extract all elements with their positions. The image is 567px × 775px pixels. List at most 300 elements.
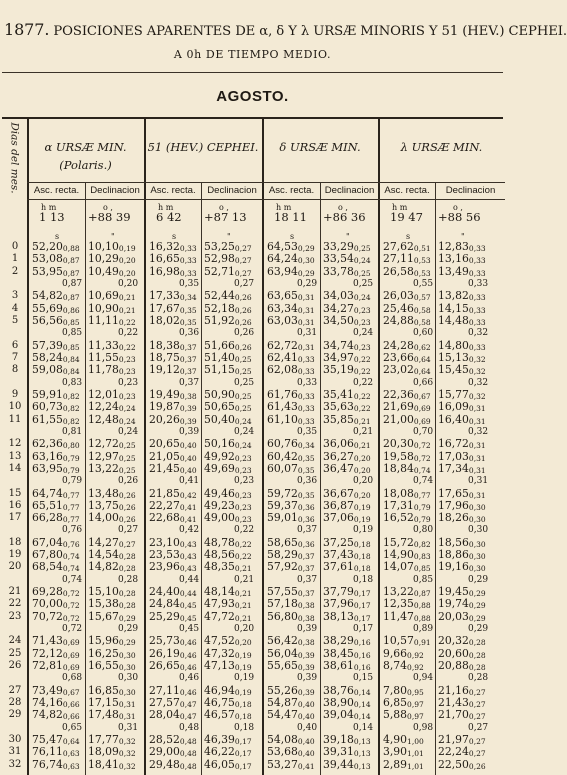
table-cell — [323, 610, 371, 625]
group-difference: 0,40 — [297, 722, 318, 733]
cell-value: 46,22 — [204, 745, 235, 759]
day-number: 4 — [11, 302, 19, 314]
cell-value: 13,49 — [438, 264, 469, 278]
seconds-mark: s — [406, 232, 411, 241]
cell-value: 49,69 — [204, 461, 235, 475]
group-difference: 0,35 — [297, 426, 318, 437]
table-cell — [32, 560, 80, 575]
cell-variation: 0,33 — [468, 268, 486, 278]
cell-value: 68,54 — [32, 560, 63, 574]
cell-value: 22,36 — [383, 387, 414, 401]
cell-variation: 0,37 — [179, 367, 197, 377]
cell-variation: 0,66 — [62, 700, 80, 709]
cell-value: 34,03 — [323, 289, 354, 303]
cell-value: 22,68 — [149, 511, 180, 525]
cell-value: 14,00 — [88, 511, 119, 525]
cell-value: 69,28 — [32, 585, 63, 599]
cell-value: 53,68 — [267, 745, 298, 759]
cell-value: 16,72 — [438, 437, 469, 451]
cell-variation: 0,92 — [407, 663, 424, 672]
cell-variation: 0,31 — [297, 305, 315, 315]
cell-variation: 0,29 — [297, 268, 315, 278]
table-cell — [383, 363, 431, 378]
day-number: 1 — [11, 253, 19, 265]
table-cell — [204, 265, 252, 280]
table-cell — [88, 610, 136, 625]
cell-variation: 0,37 — [297, 589, 315, 599]
cell-variation: 0,22 — [353, 354, 371, 364]
cell-value: 36,47 — [323, 461, 354, 475]
cell-value: 18,86 — [438, 548, 469, 562]
cell-variation: 0,25 — [118, 453, 136, 463]
cell-variation: 0,22 — [118, 317, 136, 327]
table-cell — [88, 758, 136, 773]
cell-variation: 0,85 — [62, 317, 80, 327]
group-difference: 0,74 — [62, 574, 83, 585]
cell-value: 8,74 — [383, 659, 408, 672]
cell-value: 13,22 — [383, 585, 414, 599]
cell-variation: 0,31 — [468, 416, 486, 426]
group-difference: 0,32 — [468, 328, 489, 339]
cell-value: 18,08 — [383, 486, 414, 500]
cell-variation: 0,63 — [62, 761, 80, 771]
star-name — [146, 138, 260, 182]
cell-value: 39,04 — [323, 708, 354, 722]
column-divider — [262, 117, 264, 775]
cell-value: 21,43 — [438, 696, 469, 709]
cell-value: 14,90 — [383, 548, 414, 562]
cell-value: 63,03 — [267, 313, 298, 327]
cell-value: 57,39 — [32, 338, 63, 352]
cell-value: 54,82 — [32, 289, 63, 303]
cell-value: 3,90 — [383, 745, 408, 759]
group-difference: 0,20 — [234, 624, 255, 634]
cell-value: 21,45 — [149, 461, 180, 475]
cell-value: 60,07 — [267, 461, 298, 475]
cell-value: 9,66 — [383, 646, 408, 660]
cell-variation: 0,39 — [179, 416, 197, 426]
cell-value: 12,97 — [88, 449, 119, 463]
cell-value: 21,69 — [383, 400, 414, 414]
cell-value: 47,72 — [204, 609, 235, 623]
header-rule — [27, 182, 505, 183]
cell-value: 49,46 — [204, 486, 235, 500]
group-difference: 0,18 — [353, 574, 374, 585]
group-difference: 0,80 — [413, 525, 434, 536]
cell-variation: 0,33 — [468, 256, 486, 266]
table-cell — [323, 758, 371, 773]
cell-value: 18,02 — [149, 313, 180, 327]
cell-value: 11,55 — [88, 350, 119, 364]
cell-value: 52,20 — [32, 240, 63, 253]
cell-variation: 0,18 — [353, 564, 371, 574]
star-name-text: δ URSÆ MIN. — [279, 140, 361, 154]
cell-value: 6,85 — [383, 696, 408, 709]
group-difference: 0,35 — [179, 278, 200, 289]
cell-variation: 0,16 — [353, 650, 371, 660]
cell-variation: 0,24 — [118, 404, 136, 414]
cell-variation: 0,82 — [413, 539, 431, 549]
cell-value: 53,27 — [267, 757, 298, 771]
group-difference: 0,37 — [297, 574, 318, 585]
header-rule — [27, 199, 505, 200]
table-cell — [383, 265, 431, 280]
day-number: 20 — [8, 561, 22, 573]
day-number: 25 — [8, 647, 22, 659]
group-difference: 0,29 — [118, 624, 139, 634]
cell-variation: 0,39 — [179, 404, 197, 414]
cell-variation: 0,43 — [179, 539, 197, 549]
cell-variation: 0,46 — [179, 650, 197, 660]
cell-value: 23,96 — [149, 560, 180, 574]
cell-variation: 0,36 — [297, 502, 315, 512]
cell-value: 17,67 — [149, 301, 180, 315]
cell-value: 54,87 — [267, 696, 298, 709]
cell-value: 20,32 — [438, 634, 469, 648]
cell-variation: 0,77 — [62, 502, 80, 512]
cell-variation: 0,27 — [234, 268, 252, 278]
cell-value: 47,93 — [204, 597, 235, 611]
table-cell — [88, 413, 136, 428]
group-difference: 0,37 — [297, 525, 318, 536]
table-cell — [267, 708, 315, 723]
group-difference: 0,36 — [297, 476, 318, 487]
group-difference: 0,22 — [353, 377, 374, 388]
cell-value: 17,34 — [438, 461, 469, 475]
table-cell — [383, 659, 424, 674]
cell-variation: 0,43 — [179, 564, 197, 574]
cell-variation: 0,17 — [234, 749, 252, 759]
cell-variation: 0,22 — [353, 367, 371, 377]
star-name-text: λ URSÆ MIN. — [400, 140, 483, 154]
cell-variation: 0,41 — [297, 761, 315, 771]
cell-variation: 0,46 — [179, 638, 197, 648]
group-difference: 0,31 — [297, 328, 318, 339]
cell-variation: 0,41 — [179, 502, 197, 512]
cell-variation: 0,44 — [179, 589, 197, 599]
group-difference: 0,20 — [118, 278, 139, 289]
cell-value: 61,55 — [32, 412, 63, 426]
cell-variation: 0,69 — [62, 650, 80, 660]
cell-variation: 0,38 — [179, 391, 197, 401]
cell-value: 26,58 — [383, 264, 414, 278]
cell-value: 38,13 — [323, 609, 354, 623]
group-difference: 0,31 — [118, 722, 139, 733]
cell-value: 48,14 — [204, 585, 235, 599]
cell-variation: 0,22 — [353, 391, 371, 401]
cell-variation: 0,37 — [297, 552, 315, 562]
cell-variation: 0,20 — [234, 638, 252, 648]
table-cell — [323, 511, 371, 526]
cell-value: 64,53 — [267, 240, 298, 253]
star-name — [380, 138, 503, 182]
table-cell — [32, 511, 80, 526]
cell-variation: 0,19 — [118, 244, 136, 253]
cell-variation: 0,25 — [118, 441, 136, 451]
cell-value: 36,67 — [323, 486, 354, 500]
cell-variation: 0,31 — [297, 293, 315, 303]
cell-variation: 0,64 — [62, 737, 80, 746]
cell-value: 55,65 — [267, 659, 298, 672]
group-difference: 0,32 — [468, 377, 489, 388]
group-difference: 0,39 — [297, 624, 318, 634]
cell-variation: 0,18 — [353, 539, 371, 549]
cell-variation: 0,30 — [468, 515, 486, 525]
cell-variation: 0,37 — [297, 564, 315, 574]
day-number: 15 — [8, 487, 22, 499]
group-difference: 0,66 — [413, 377, 434, 388]
cell-value: 14,15 — [438, 301, 469, 315]
cell-value: 19,87 — [149, 400, 180, 414]
cell-variation: 0,22 — [353, 404, 371, 414]
day-number: 26 — [8, 660, 22, 671]
cell-variation: 0,29 — [468, 589, 486, 599]
cell-variation: 0,26 — [468, 761, 486, 771]
cell-variation: 0,58 — [413, 317, 431, 327]
cell-variation: 0,31 — [118, 712, 136, 722]
day-number: 31 — [8, 746, 22, 758]
cell-variation: 0,72 — [413, 453, 431, 463]
cell-value: 18,75 — [149, 350, 180, 364]
cell-variation: 0,13 — [353, 761, 371, 771]
cell-value: 35,85 — [323, 412, 354, 426]
cell-value: 17,96 — [438, 498, 469, 512]
cell-value: 19,49 — [149, 387, 180, 401]
cell-variation: 0,85 — [413, 564, 431, 574]
cell-variation: 0,28 — [118, 601, 136, 611]
table-cell — [267, 314, 315, 329]
table-cell — [204, 413, 252, 428]
cell-variation: 0,33 — [297, 354, 315, 364]
table-cell — [438, 610, 486, 625]
cell-variation: 0,23 — [353, 342, 371, 352]
cell-variation: 0,24 — [234, 416, 252, 426]
ra-units: h m — [276, 203, 292, 212]
cell-variation: 0,24 — [118, 416, 136, 426]
cell-value: 13,75 — [88, 498, 119, 512]
day-number: 0 — [11, 241, 19, 252]
cell-variation: 0,30 — [118, 687, 136, 697]
cell-value: 24,28 — [383, 338, 414, 352]
table-cell — [204, 511, 252, 526]
cell-value: 19,58 — [383, 449, 414, 463]
cell-value: 54,08 — [267, 733, 298, 746]
day-number: 2 — [11, 265, 19, 277]
cell-value: 51,40 — [204, 350, 235, 364]
cell-variation: 0,25 — [353, 244, 371, 253]
cell-value: 21,05 — [149, 449, 180, 463]
cell-variation: 0,87 — [413, 589, 431, 599]
cell-value: 53,25 — [204, 240, 235, 253]
cell-value: 10,49 — [88, 264, 119, 278]
cell-variation: 0,77 — [413, 490, 431, 500]
cell-variation: 0,41 — [179, 515, 197, 525]
cell-variation: 0,30 — [297, 256, 315, 266]
table-cell — [149, 413, 197, 428]
cell-variation: 0,33 — [179, 268, 197, 278]
table-cell — [204, 659, 252, 674]
cell-value: 10,90 — [88, 301, 119, 315]
month-heading: AGOSTO. — [216, 88, 289, 105]
cell-value: 15,67 — [88, 609, 119, 623]
group-difference: 0,44 — [179, 574, 200, 585]
cell-variation: 0,25 — [234, 367, 252, 377]
cell-value: 11,11 — [88, 313, 119, 327]
cell-variation: 0,32 — [468, 391, 486, 401]
cell-value: 20,26 — [149, 412, 180, 426]
cell-value: 62,36 — [32, 437, 63, 451]
cell-value: 46,94 — [204, 683, 235, 697]
table-cell — [383, 462, 431, 477]
table-cell — [88, 363, 136, 378]
cell-variation: 0,24 — [353, 293, 371, 303]
cell-variation: 0,45 — [179, 601, 197, 611]
cell-variation: 0,17 — [234, 737, 252, 746]
cell-value: 59,08 — [32, 363, 63, 377]
table-cell — [383, 511, 431, 526]
cell-variation: 0,23 — [118, 367, 136, 377]
cell-variation: 0,37 — [179, 342, 197, 352]
cell-variation: 0,69 — [413, 404, 431, 414]
table-cell — [204, 314, 252, 329]
group-difference: 0,33 — [297, 377, 318, 388]
day-number: 14 — [8, 462, 22, 474]
cell-value: 14,48 — [438, 313, 469, 327]
cell-value: 50,16 — [204, 437, 235, 451]
day-number: 27 — [8, 684, 22, 696]
ra-units: h m — [158, 203, 174, 212]
cell-variation: 0,21 — [234, 589, 252, 599]
cell-value: 60,76 — [267, 437, 298, 451]
cell-value: 39,44 — [323, 757, 354, 771]
cell-variation: 0,62 — [413, 342, 431, 352]
cell-value: 46,39 — [204, 733, 235, 746]
group-difference: 0,42 — [179, 525, 200, 536]
cell-value: 11,33 — [88, 338, 119, 352]
cell-variation: 0,76 — [62, 539, 80, 549]
cell-value: 27,62 — [383, 240, 414, 253]
group-difference: 0,94 — [413, 673, 434, 684]
cell-value: 5,88 — [383, 708, 408, 722]
cell-variation: 0,18 — [353, 552, 371, 562]
cell-variation: 0,27 — [234, 244, 252, 253]
cell-variation: 0,79 — [413, 515, 431, 525]
group-difference: 0,68 — [62, 673, 83, 684]
table-cell — [267, 758, 315, 773]
table-cell — [267, 659, 315, 674]
arcsec-mark: " — [227, 232, 231, 241]
cell-value: 19,45 — [438, 585, 469, 599]
cell-value: 21,16 — [438, 683, 469, 697]
cell-value: 34,74 — [323, 338, 354, 352]
cell-variation: 0,53 — [413, 256, 431, 266]
cell-variation: 0,28 — [118, 564, 136, 574]
cell-value: 46,05 — [204, 757, 235, 771]
table-cell — [149, 314, 197, 329]
table-cell — [204, 560, 252, 575]
table-cell — [323, 659, 371, 674]
cell-value: 70,00 — [32, 597, 63, 611]
cell-value: 34,50 — [323, 313, 354, 327]
group-difference: 0,30 — [468, 525, 489, 536]
cell-value: 27,11 — [149, 683, 180, 697]
table-cell — [438, 758, 486, 773]
day-number: 9 — [11, 388, 19, 400]
cell-variation: 0,22 — [234, 552, 252, 562]
cell-variation: 0,34 — [297, 441, 315, 451]
table-cell — [323, 708, 371, 723]
cell-variation: 0,43 — [179, 552, 197, 562]
cell-variation: 0,69 — [413, 416, 431, 426]
group-difference: 0,17 — [353, 624, 374, 634]
cell-variation: 0,17 — [353, 601, 371, 611]
cell-variation: 0,35 — [297, 453, 315, 463]
group-difference: 0,36 — [179, 328, 200, 339]
cell-variation: 0,69 — [62, 663, 80, 672]
cell-value: 70,72 — [32, 609, 63, 623]
cell-value: 71,43 — [32, 634, 63, 648]
table-cell — [88, 462, 136, 477]
subcolumn-divider — [320, 182, 321, 775]
cell-variation: 0,82 — [62, 391, 80, 401]
cell-value: 12,35 — [383, 597, 414, 611]
cell-variation: 0,30 — [468, 539, 486, 549]
group-difference: 0,48 — [179, 722, 200, 733]
group-difference: 0,22 — [234, 525, 255, 536]
cell-value: 60,73 — [32, 400, 63, 414]
cell-value: 23,02 — [383, 363, 414, 377]
cell-value: 56,42 — [267, 634, 298, 648]
cell-variation: 0,29 — [118, 638, 136, 648]
star-name-text: 51 (HEV.) CEPHEI. — [147, 140, 259, 154]
cell-variation: 0,40 — [297, 737, 315, 746]
cell-value: 18,09 — [88, 745, 119, 759]
cell-value: 58,65 — [267, 535, 298, 549]
day-number: 7 — [11, 351, 19, 363]
cell-value: 17,33 — [149, 289, 180, 303]
day-number: 23 — [8, 610, 22, 622]
cell-value: 25,73 — [149, 634, 180, 648]
cell-value: 33,29 — [323, 240, 354, 253]
table-cell — [204, 758, 252, 773]
cell-value: 37,43 — [323, 548, 354, 562]
cell-value: 52,44 — [204, 289, 235, 303]
cell-variation: 0,23 — [353, 317, 371, 327]
arcsec-mark: " — [461, 232, 465, 241]
cell-value: 53,95 — [32, 264, 63, 278]
cell-variation: 0,23 — [234, 490, 252, 500]
table-cell — [267, 265, 315, 280]
cell-variation: 0,40 — [297, 749, 315, 759]
cell-variation: 0,72 — [62, 613, 80, 623]
cell-value: 15,38 — [88, 597, 119, 611]
table-cell — [88, 511, 136, 526]
cell-variation: 0,30 — [468, 502, 486, 512]
cell-variation: 0,74 — [413, 465, 431, 475]
cell-value: 19,74 — [438, 597, 469, 611]
table-cell — [149, 758, 197, 773]
cell-variation: 0,17 — [353, 613, 371, 623]
cell-value: 11,47 — [383, 609, 414, 623]
cell-variation: 0,25 — [234, 404, 252, 414]
table-cell — [149, 708, 197, 723]
cell-value: 20,03 — [438, 609, 469, 623]
day-number: 32 — [8, 758, 22, 770]
cell-variation: 0,33 — [297, 367, 315, 377]
cell-value: 27,11 — [383, 252, 414, 266]
cell-variation: 0,88 — [413, 613, 431, 623]
cell-variation: 0,28 — [468, 638, 486, 648]
